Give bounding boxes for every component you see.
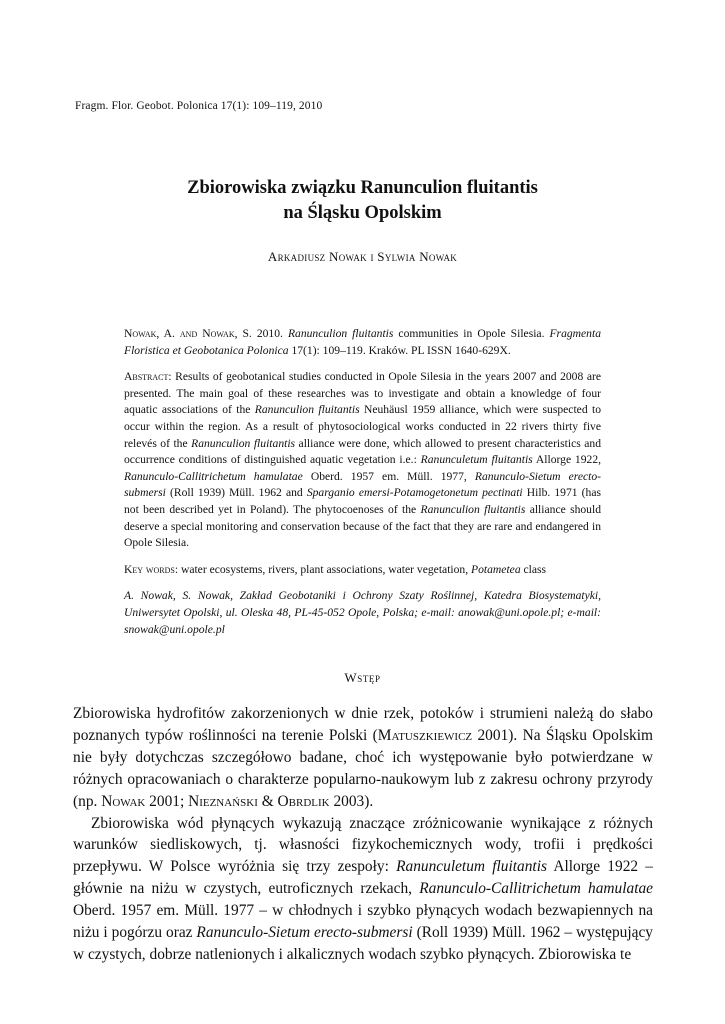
citation-title-rest: communities in Opole Silesia. (393, 327, 550, 340)
abstract-taxon: Ranunculion fluitantis (420, 502, 526, 516)
abstract-taxon: Ranunculetum fluitantis (420, 453, 533, 467)
citation-volume: 17(1): 109–119. Kraków. PL ISSN 1640-629X. (288, 343, 511, 357)
article-authors: Arkadiusz Nowak i Sylwia Nowak (267, 249, 458, 264)
abstract-text: alliance were done, which allowed to present characteristics and occurrence conditions of distinguished aquatic vegetation i.e.: (124, 436, 601, 467)
reference-author: Nieznański (188, 792, 258, 810)
keywords-italic: Potametea (471, 562, 521, 576)
paragraph-1 (73, 703, 653, 813)
abstract-text: Results of geobotanical studies conducted in Opole Silesia in the years 2007 and 2008 are presented. The main goal of these researches was to investigate and obtain a knowledge of four aquatic associations of the (124, 370, 601, 417)
citation-year: 2010. (251, 327, 288, 340)
reference-author: Matuszkiewicz (377, 726, 473, 744)
association-name: Ranunculo-Sietum erecto-submersi (196, 924, 413, 942)
keywords-tail: class (520, 562, 547, 576)
section-heading-introduction: Wstęp (344, 670, 381, 685)
author-address: A. Nowak, S. Nowak, Zakład Geobotaniki i Ochrony Szaty Roślinnej, Katedra Biosystematyki, Uniwersytet Opolski, ul. Oleska 48, PL-45-052 Opole, Polska; e-mail: anowak@uni.opole.pl; e-mail: snowak@uni.opole.pl (124, 589, 601, 636)
journal-reference: Fragm. Flor. Geobot. Polonica 17(1): 109–119, 2010 (75, 100, 323, 112)
citation-title-italic: Ranunculion fluitantis (287, 327, 394, 340)
abstract-taxon: Ranunculion fluitantis (191, 436, 296, 450)
citation-journal: Fragmenta Floristica et Geobotanica Polonica (124, 327, 601, 357)
paragraph-text: (Roll 1939) Müll. 1962 – występujący w czystych, dobrze natlenionych i alkalicznych wodach szybko płynących. Zbiorowiska te (73, 924, 653, 963)
abstract-text: Oberd. 1957 em. Müll. 1977, (302, 469, 475, 483)
abstract-taxon: Ranunculion fluitantis (254, 403, 360, 417)
paragraph-text: Zbiorowiska wód płynących wykazują znaczące zróżnicowanie wynikające z różnych warunków siedliskowych, tj. własności fizykochemicznych wody, trofii i prędkości przepływu. W Polsce wyróżnia się trzy zespoły: (73, 814, 653, 876)
abstract-text: (Roll 1939) Müll. 1962 and (165, 486, 307, 500)
article-title (0, 176, 725, 226)
paragraph-text: & (257, 792, 278, 810)
paragraph-text: Oberd. 1957 em. Müll. 1977 – w chłodnych i szybko płynących wodach bezwapiennych na niżu i pogórzu oraz (73, 902, 653, 942)
abstract-text: Allorge 1922, (532, 453, 602, 467)
abstract-text: alliance should deserve a special monitoring and conservation because of the fact that they are rare and endangered in Opole Silesia. (124, 502, 601, 550)
paragraph-text: 2003). (329, 792, 374, 810)
article-title-line-1: Zbiorowiska związku Ranunculion fluitantis (187, 178, 538, 198)
abstract-block (124, 326, 601, 648)
citation (124, 326, 601, 359)
paragraph-2 (73, 813, 653, 966)
keywords-label: Key words: (124, 562, 179, 576)
article-title-line-2: na Śląsku Opolskim (283, 203, 442, 223)
reference-author: Nowak (101, 792, 146, 810)
abstract-taxon: Ranunculo-Sietum erecto-submersi (124, 469, 601, 500)
abstract-text: Hilb. 1971 (has not been described yet in Poland). The phytocoenoses of the (124, 486, 601, 516)
paragraph-text: Zbiorowiska hydrofitów zakorzenionych w dnie rzek, potoków i strumieni należą do słabo poznanych typów roślinności na terenie Polski ( (73, 705, 653, 744)
abstract-label: Abstract: (124, 370, 172, 384)
abstract-taxon: Ranunculo-Callitrichetum hamulatae (124, 469, 303, 483)
abstract (124, 369, 601, 552)
association-name: Ranunculetum fluitantis (396, 858, 547, 876)
paragraph-text: Allorge 1922 – głównie na niżu w czystych, eutroficznych rzekach, (73, 858, 653, 898)
keywords-text: water ecosystems, rivers, plant associations, water vegetation, (178, 562, 472, 576)
body-text (73, 703, 653, 966)
reference-author: Obrdlik (277, 792, 330, 810)
keywords (124, 562, 601, 579)
abstract-text: Neuhäusl 1959 alliance, which were suspected to occur within the region. As a result of phytosociological works conducted in 22 rivers thirty five relevés of the (124, 403, 601, 450)
abstract-taxon: Sparganio emersi-Potamogetonetum pectinati (306, 486, 523, 500)
paragraph-text: 2001). Na Śląsku Opolskim nie były dotychczas szczegółowo badane, choć ich występowanie było potwierdzane w różnych opracowaniach o charakterze popularno-naukowym lub z zakresu ochrony przyrody (np. (73, 726, 653, 810)
citation-authors: Nowak, A. and Nowak, S. (124, 327, 252, 340)
paragraph-text: 2001; (145, 792, 189, 810)
association-name: Ranunculo-Callitrichetum hamulatae (419, 880, 654, 898)
